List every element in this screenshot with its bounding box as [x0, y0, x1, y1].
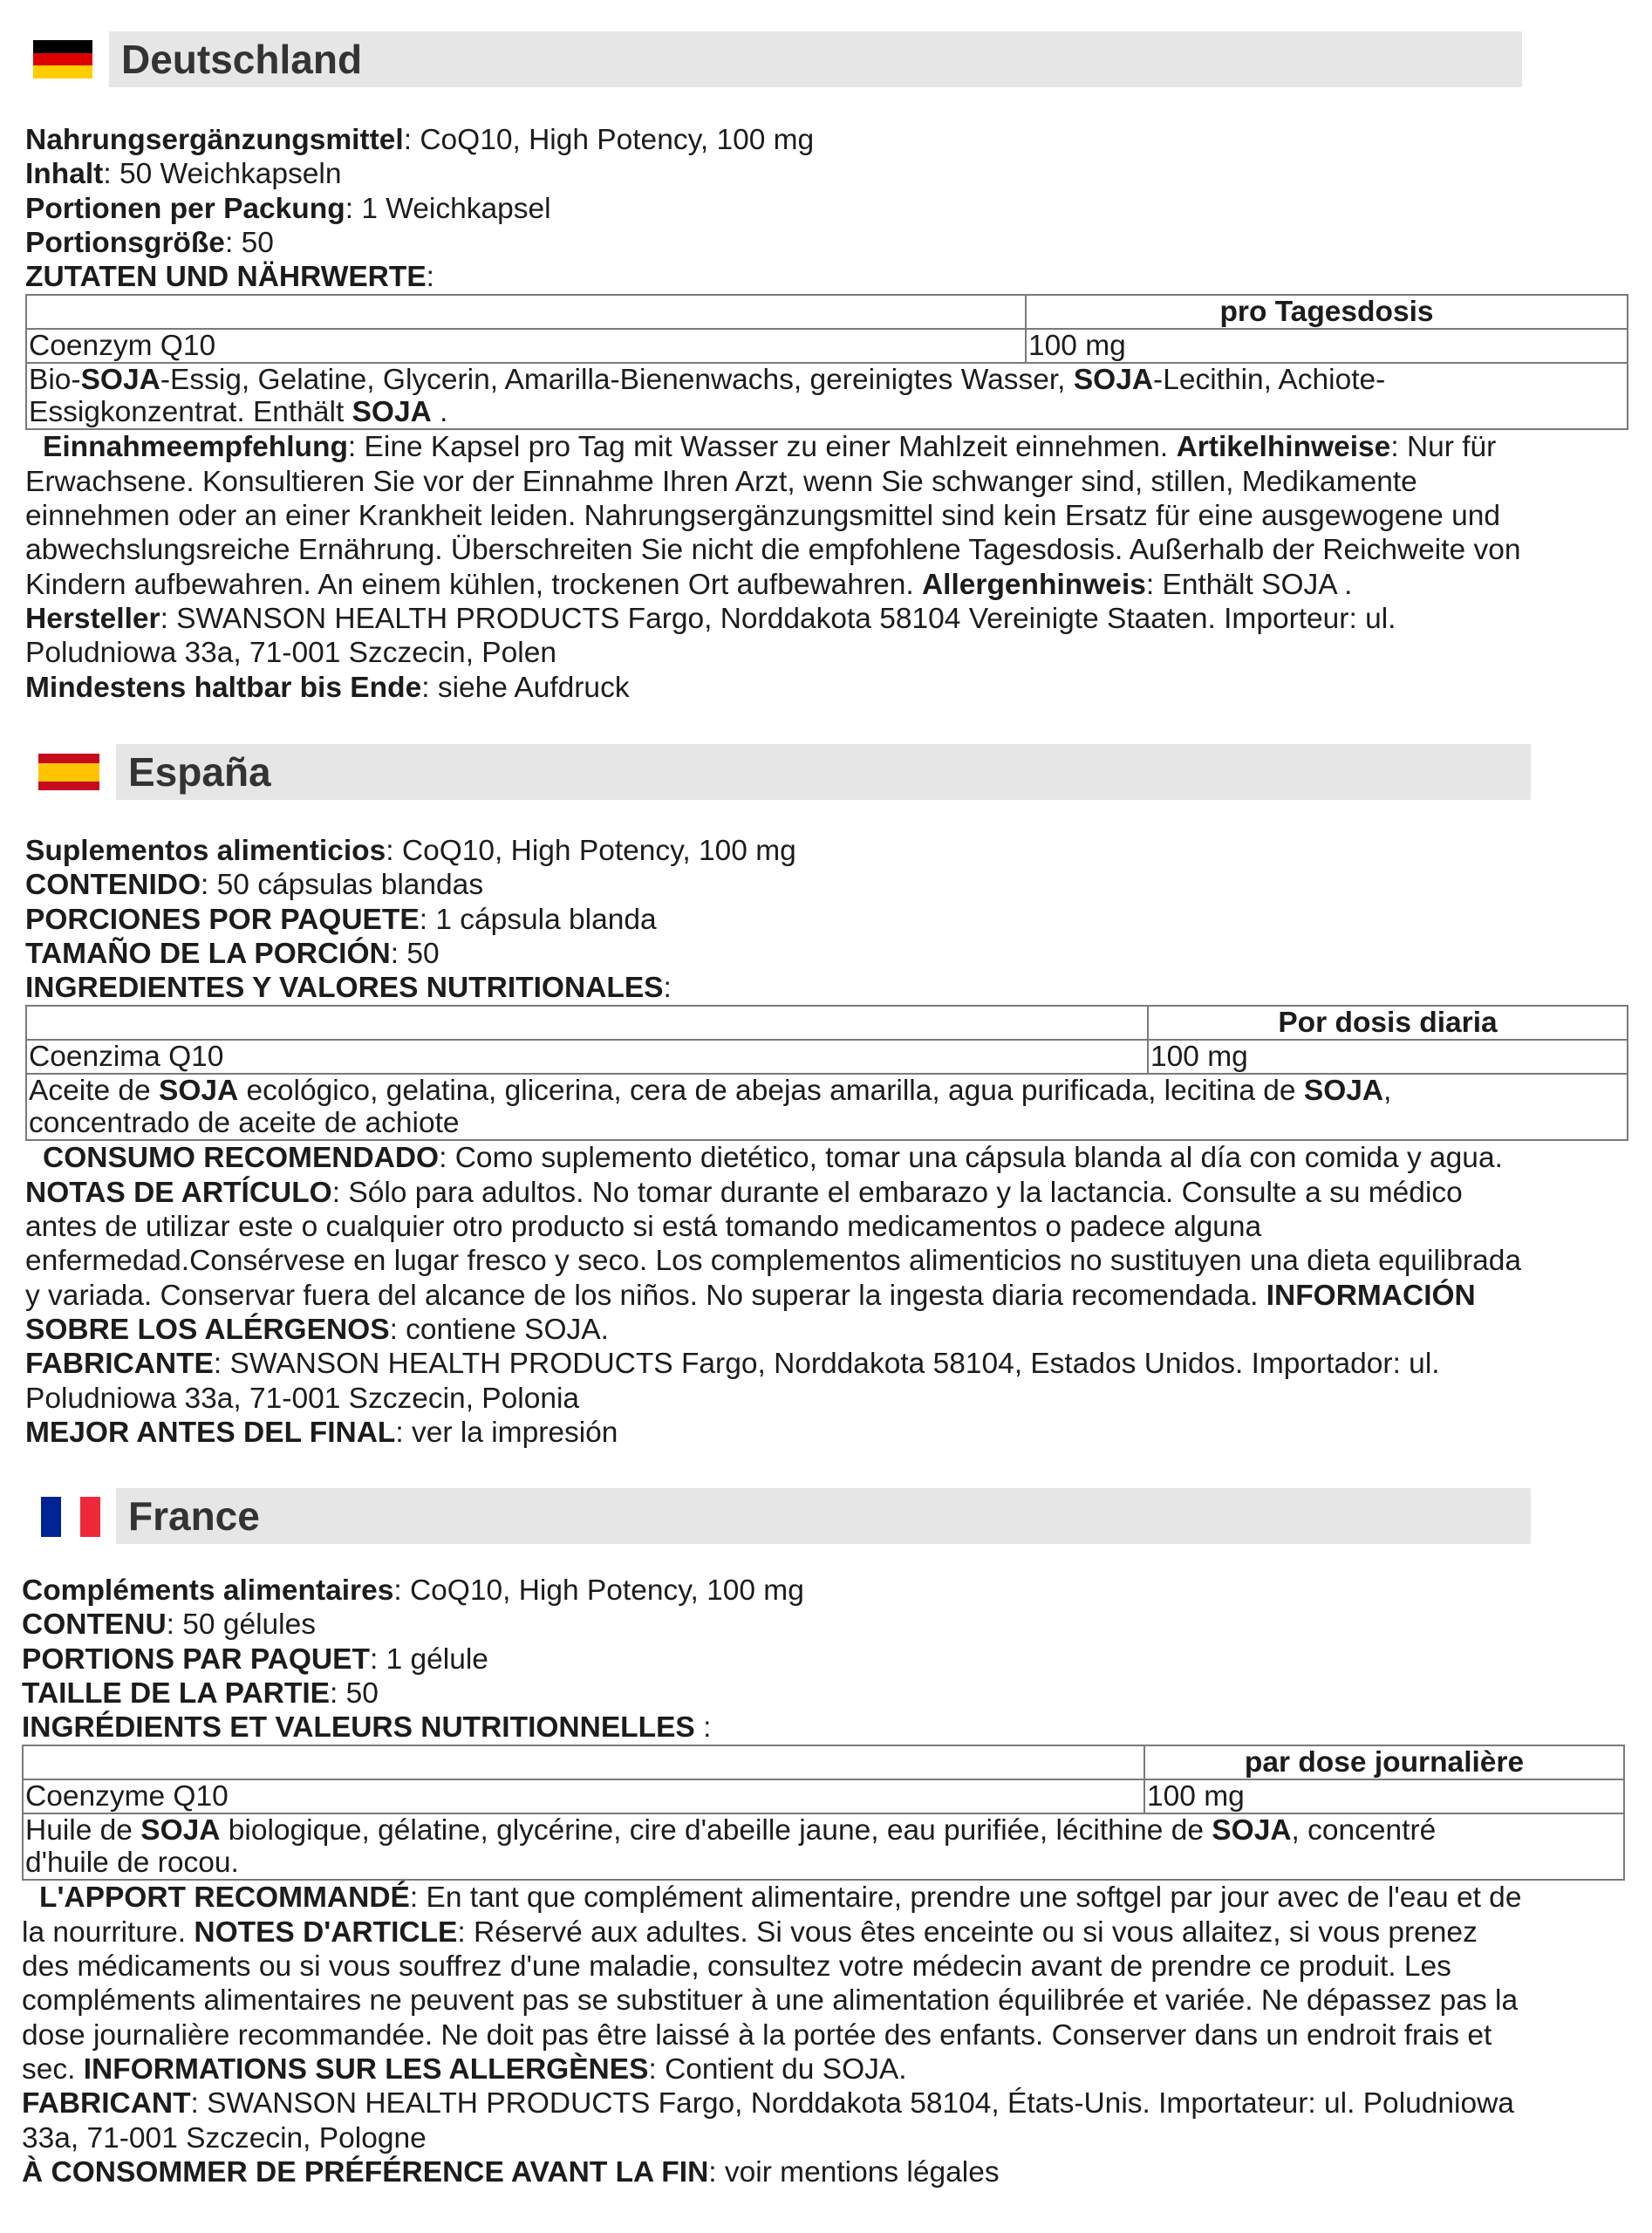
- field-value: 50: [345, 1676, 379, 1710]
- paragraph-text: Poludniowa 33a, 71-001 Szczecin, Polonia: [25, 1382, 580, 1415]
- section-title: France: [128, 1493, 260, 1539]
- nutrition-table: [25, 294, 1628, 430]
- paragraph-text: : Como suplemento dietético, tomar una cápsula blanda al día con comida y agua.: [439, 1142, 1503, 1175]
- ingredients-text: , concentré: [1291, 1814, 1437, 1847]
- paragraph-text: abwechslungsreiche Ernährung. Überschreiten Sie nicht die empfohlene Tagesdosis. Außerhalb der Reichweite von: [25, 534, 1521, 567]
- table-row: [23, 1779, 1624, 1813]
- paragraph-label: NOTAS DE ARTÍCULO: [25, 1176, 332, 1209]
- field-value: 1 cápsula blanda: [435, 903, 657, 936]
- field-sep: :: [201, 869, 217, 902]
- field-label: Suplementos alimenticios: [25, 835, 386, 867]
- paragraph-label: SOBRE LOS ALÉRGENOS: [25, 1313, 390, 1346]
- field-value: 1 Weichkapsel: [361, 192, 551, 225]
- paragraph-text: : SWANSON HEALTH PRODUCTS Fargo, Norddakota 58104, Estados Unidos. Importador: ul.: [213, 1348, 1440, 1381]
- ingredients-allergen: SOJA: [80, 364, 160, 397]
- field-row: [25, 226, 1621, 260]
- field-label: CONTENU: [22, 1608, 167, 1642]
- section-header: [116, 1488, 1531, 1544]
- paragraph-label: Mindestens haltbar bis Ende: [25, 671, 422, 704]
- ingredients-text: Essigkonzentrat. Enthält: [29, 396, 352, 429]
- table-header-row: [23, 1745, 1624, 1779]
- paragraph-label: Artikelhinweise: [1176, 431, 1391, 464]
- paragraph-line: [22, 1881, 1627, 1915]
- field-sep: :: [694, 1711, 712, 1745]
- paragraph-text: : voir mentions légales: [708, 2155, 1000, 2189]
- ingredients-text: Aceite de: [29, 1075, 159, 1108]
- paragraph-line: [25, 1141, 1621, 1175]
- paragraph-line: [25, 671, 1621, 705]
- paragraph-text: : contiene SOJA.: [389, 1313, 609, 1346]
- paragraph-text: : Réservé aux adultes. Si vous êtes enceinte ou si vous allaitez, si vous prenez: [457, 1915, 1478, 1949]
- table-cell-name: Coenzym Q10: [26, 329, 1026, 363]
- ingredients-text: ecológico, gelatina, glicerina, cera de abejas amarilla, agua purificada, lecitina de: [238, 1075, 1304, 1108]
- paragraph-label: Allergenhinweis: [921, 568, 1146, 601]
- field-label: Portionen per Packung: [25, 192, 345, 225]
- paragraph-line: [25, 499, 1621, 533]
- paragraph-label: INFORMATIONS SUR LES ALLERGÈNES: [83, 2052, 649, 2086]
- field-sep: :: [369, 1642, 386, 1676]
- paragraph-text: : Nur für: [1390, 431, 1497, 464]
- ingredients-allergen: SOJA: [140, 1814, 221, 1847]
- table-header-empty: [26, 1006, 1148, 1040]
- table-cell-value: 100 mg: [1144, 1779, 1624, 1813]
- paragraph-line: [25, 636, 1621, 670]
- paragraph-text: Kindern aufbewahren. An einem kühlen, trockenen Ort aufbewahren.: [25, 568, 922, 601]
- field-label: Inhalt: [25, 158, 104, 191]
- paragraph-label: NOTES D'ARTICLE: [194, 1915, 458, 1949]
- paragraph-text: : siehe Aufdruck: [421, 671, 630, 704]
- field-label: INGRÉDIENTS ET VALEURS NUTRITIONNELLES: [22, 1711, 695, 1745]
- field-row: [22, 1642, 1627, 1676]
- paragraph-text: : Contient du SOJA.: [648, 2052, 907, 2086]
- field-label: Portionsgröße: [25, 226, 225, 259]
- paragraph-text: antes de utilizar este o cualquier otro producto si está tomando medicamentos o padece alguna: [25, 1211, 1262, 1244]
- paragraph-line: [25, 430, 1621, 464]
- section-header: [116, 744, 1531, 800]
- paragraph-text: la nourriture.: [22, 1915, 195, 1949]
- paragraph-line: [22, 2018, 1627, 2052]
- field-value: CoQ10, High Potency, 100 mg: [401, 835, 796, 867]
- paragraph-line: [22, 2052, 1627, 2086]
- paragraph-text: compléments alimentaires ne peuvent pas se substituer à une alimentation équilibrée et variée. Ne dépassez pas la: [22, 1984, 1519, 2018]
- flag-spain-icon: [38, 754, 99, 790]
- table-cell-ingredients: [23, 1813, 1624, 1880]
- ingredients-text: Huile de: [25, 1814, 141, 1847]
- flag-germany-icon: [33, 40, 92, 79]
- table-row: [26, 1040, 1628, 1074]
- field-label: TAMAÑO DE LA PORCIÓN: [25, 937, 391, 970]
- paragraph-text: sec.: [22, 2052, 84, 2086]
- paragraph-line: [25, 1382, 1621, 1416]
- paragraph-line: [25, 1313, 1621, 1347]
- field-value: 50: [241, 226, 274, 259]
- field-row: [25, 260, 1621, 294]
- section-content: [22, 1574, 1627, 2189]
- field-row: [22, 1711, 1627, 1745]
- paragraph-label: Hersteller: [25, 602, 160, 635]
- field-row: [22, 1608, 1627, 1642]
- ingredients-text: Bio-: [29, 364, 81, 397]
- table-row-ingredients: [23, 1813, 1624, 1880]
- info-paragraph: [25, 1141, 1621, 1450]
- field-sep: :: [419, 903, 436, 936]
- field-sep: :: [390, 937, 407, 970]
- field-sep: :: [393, 1574, 410, 1607]
- table-header-empty: [23, 1745, 1144, 1779]
- field-row: [22, 1574, 1627, 1608]
- field-label: TAILLE DE LA PARTIE: [22, 1676, 330, 1710]
- paragraph-label: INFORMACIÓN: [1266, 1279, 1476, 1312]
- table-cell-value: 100 mg: [1026, 329, 1628, 363]
- field-sep: :: [663, 972, 672, 1005]
- paragraph-line: [25, 1347, 1621, 1381]
- paragraph-line: [22, 2155, 1627, 2189]
- ingredients-text: concentrado de aceite de achiote: [29, 1107, 460, 1140]
- table-cell-ingredients: [26, 1074, 1628, 1140]
- field-row: [25, 937, 1621, 971]
- table-header-dose: Por dosis diaria: [1148, 1006, 1628, 1040]
- section-title: Deutschland: [121, 37, 363, 82]
- paragraph-text: Erwachsene. Konsultieren Sie vor der Einnahme Ihren Arzt, wenn Sie schwanger sind, stillen, Medikamente: [25, 465, 1417, 498]
- paragraph-label: FABRICANT: [22, 2087, 191, 2120]
- field-row: [25, 192, 1621, 226]
- section-header: [109, 31, 1522, 87]
- paragraph-text: : En tant que complément alimentaire, prendre une softgel par jour avec de l'eau et de: [409, 1881, 1522, 1915]
- paragraph-line: [22, 1984, 1627, 2018]
- paragraph-line: [22, 1915, 1627, 1950]
- ingredients-text: ,: [1383, 1075, 1392, 1108]
- field-value: 50 gélules: [182, 1608, 316, 1642]
- info-paragraph: [25, 430, 1621, 704]
- paragraph-label: CONSUMO RECOMENDADO: [43, 1142, 440, 1175]
- table-header-row: [26, 295, 1628, 329]
- field-sep: :: [345, 192, 362, 225]
- ingredients-text: d'huile de rocou.: [25, 1847, 239, 1880]
- field-label: PORCIONES POR PAQUETE: [25, 903, 420, 936]
- field-row: [25, 123, 1621, 157]
- table-header-dose: par dose journalière: [1144, 1745, 1624, 1779]
- table-cell-name: Coenzyme Q10: [23, 1779, 1144, 1813]
- field-row: [25, 834, 1621, 868]
- field-label: Nahrungsergänzungsmittel: [25, 124, 404, 156]
- ingredients-text: -Essig, Gelatine, Glycerin, Amarilla-Bienenwachs, gereinigtes Wasser,: [160, 364, 1074, 397]
- field-value: 50: [406, 937, 440, 970]
- table-cell-value: 100 mg: [1148, 1040, 1628, 1074]
- field-value: 1 gélule: [386, 1642, 488, 1676]
- nutrition-table: [25, 1005, 1628, 1141]
- table-row-ingredients: [26, 1074, 1628, 1140]
- paragraph-text: einnehmen oder an einer Krankheit leiden. Nahrungsergänzungsmittel sind kein Ersatz für eine ausgewogene und: [25, 500, 1500, 533]
- paragraph-text: y variada. Conservar fuera del alcance de los niños. No superar la ingesta diaria recomendada.: [25, 1279, 1266, 1312]
- paragraph-line: [25, 1244, 1621, 1278]
- paragraph-line: [22, 2121, 1627, 2155]
- field-row: [25, 868, 1621, 902]
- field-row: [25, 157, 1621, 191]
- ingredients-text: -Lecithin, Achiote-: [1153, 364, 1386, 397]
- field-sep: :: [403, 124, 420, 156]
- table-cell-name: Coenzima Q10: [26, 1040, 1148, 1074]
- section-title: España: [128, 749, 271, 795]
- paragraph-line: [25, 568, 1621, 602]
- section-content: [25, 123, 1621, 705]
- table-cell-ingredients: [26, 363, 1628, 429]
- paragraph-label: À CONSOMMER DE PRÉFÉRENCE AVANT LA FIN: [22, 2155, 709, 2189]
- ingredients-allergen: SOJA: [1303, 1075, 1384, 1108]
- paragraph-line: [25, 1416, 1621, 1450]
- paragraph-text: 33a, 71-001 Szczecin, Pologne: [22, 2121, 427, 2154]
- ingredients-text: biologique, gélatine, glycérine, cire d'abeille jaune, eau purifiée, lécithine de: [220, 1814, 1212, 1847]
- paragraph-label: L'APPORT RECOMMANDÉ: [39, 1881, 410, 1915]
- ingredients-allergen: SOJA: [1073, 364, 1154, 397]
- paragraph-text: : Enthält SOJA .: [1145, 568, 1353, 601]
- field-sep: :: [329, 1676, 346, 1710]
- field-label: Compléments alimentaires: [22, 1574, 394, 1607]
- paragraph-text: enfermedad.Consérvese en lugar fresco y seco. Los complementos alimenticios no sustituyen una dieta equilibrada: [25, 1245, 1522, 1278]
- paragraph-line: [22, 1950, 1627, 1984]
- ingredients-allergen: SOJA: [1212, 1814, 1292, 1847]
- table-header-empty: [26, 295, 1026, 329]
- field-value: 50 Weichkapseln: [119, 158, 342, 191]
- field-sep: :: [224, 226, 242, 259]
- table-row: [26, 329, 1628, 363]
- paragraph-text: Poludniowa 33a, 71-001 Szczecin, Polen: [25, 637, 556, 670]
- paragraph-text: : SWANSON HEALTH PRODUCTS Fargo, Norddakota 58104, États-Unis. Importateur: ul. Poludniowa: [190, 2087, 1514, 2120]
- field-label: PORTIONS PAR PAQUET: [22, 1642, 370, 1676]
- paragraph-line: [25, 1279, 1621, 1313]
- field-value: 50 cápsulas blandas: [216, 869, 484, 902]
- section-content: [25, 834, 1621, 1450]
- table-header-dose: pro Tagesdosis: [1026, 295, 1628, 329]
- paragraph-line: [25, 602, 1621, 636]
- ingredients-text: .: [431, 396, 448, 429]
- field-sep: :: [166, 1608, 183, 1642]
- field-sep: :: [386, 835, 402, 867]
- paragraph-label: MEJOR ANTES DEL FINAL: [25, 1416, 396, 1449]
- paragraph-text: : SWANSON HEALTH PRODUCTS Fargo, Norddakota 58104 Vereinigte Staaten. Importeur: ul.: [160, 602, 1396, 635]
- paragraph-text: : Eine Kapsel pro Tag mit Wasser zu einer Mahlzeit einnehmen.: [347, 431, 1177, 464]
- paragraph-label: Einnahmeempfehlung: [43, 431, 348, 464]
- paragraph-line: [25, 465, 1621, 499]
- paragraph-line: [22, 2086, 1627, 2120]
- ingredients-allergen: SOJA: [158, 1075, 239, 1108]
- paragraph-text: dose journalière recommandée. Ne doit pas être laissé à la portée des enfants. Conserver dans un endroit frais et: [22, 2018, 1492, 2052]
- field-value: CoQ10, High Potency, 100 mg: [420, 124, 815, 156]
- field-value: CoQ10, High Potency, 100 mg: [409, 1574, 804, 1607]
- field-sep: :: [103, 158, 119, 191]
- paragraph-line: [25, 1210, 1621, 1244]
- paragraph-line: [25, 533, 1621, 567]
- field-row: [22, 1676, 1627, 1711]
- paragraph-text: : ver la impresión: [395, 1416, 618, 1449]
- paragraph-text: des médicaments ou si vous souffrez d'une maladie, consultez votre médecin avant de prendre ce produit. Les: [22, 1950, 1451, 1984]
- field-sep: :: [426, 261, 434, 294]
- field-label: ZUTATEN UND NÄHRWERTE: [25, 261, 427, 294]
- field-label: INGREDIENTES Y VALORES NUTRITIONALES: [25, 972, 664, 1005]
- paragraph-label: FABRICANTE: [25, 1348, 214, 1381]
- table-header-row: [26, 1006, 1628, 1040]
- nutrition-table: [22, 1745, 1625, 1881]
- table-row-ingredients: [26, 363, 1628, 429]
- field-row: [25, 971, 1621, 1005]
- paragraph-text: : Sólo para adultos. No tomar durante el embarazo y la lactancia. Consulte a su médico: [331, 1176, 1463, 1209]
- info-paragraph: [22, 1881, 1627, 2189]
- flag-france-icon: [41, 1497, 100, 1537]
- paragraph-line: [25, 1176, 1621, 1210]
- ingredients-allergen: SOJA: [352, 396, 432, 429]
- field-label: CONTENIDO: [25, 869, 201, 902]
- field-row: [25, 903, 1621, 937]
